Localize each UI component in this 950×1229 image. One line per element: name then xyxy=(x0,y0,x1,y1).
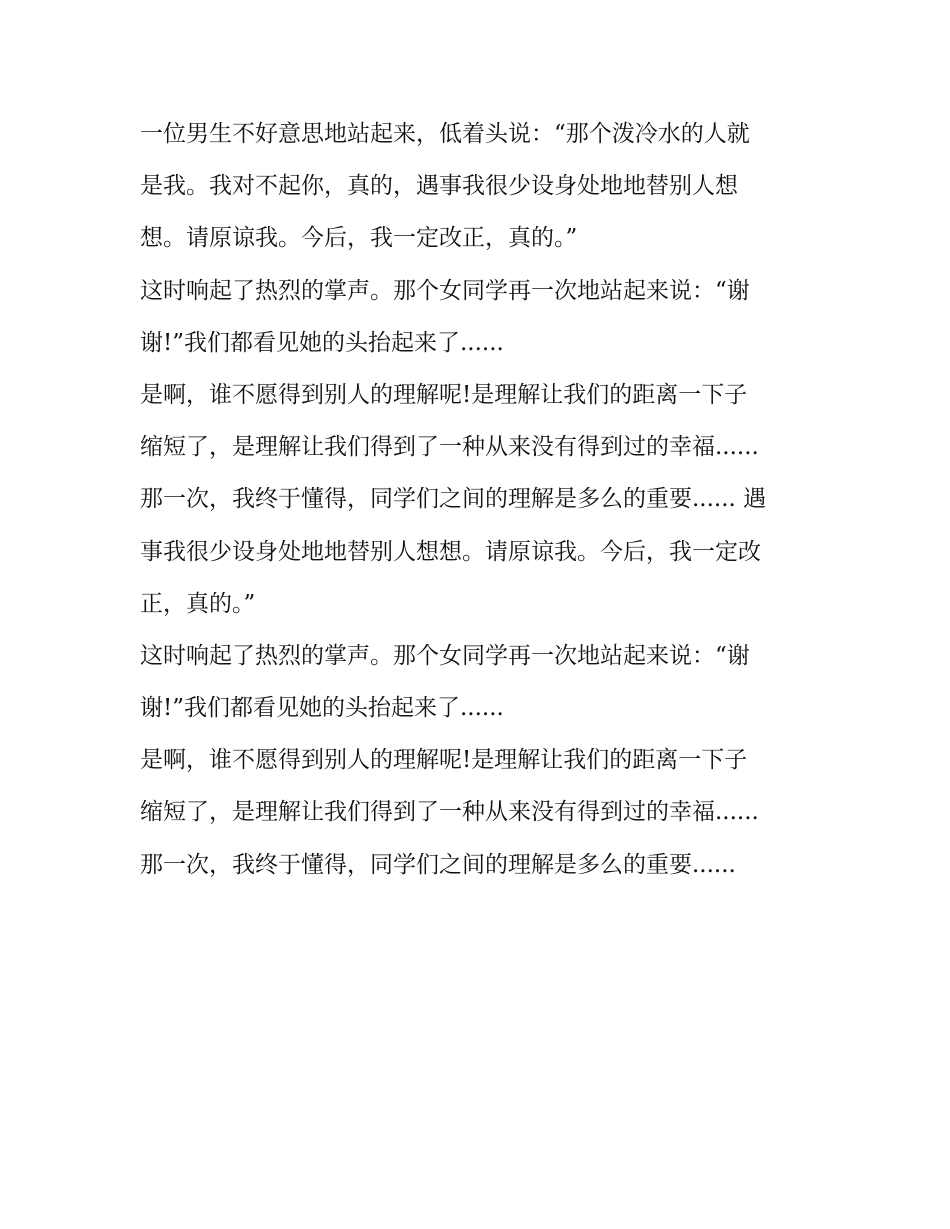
text-line: 谢!”我们都看见她的头抬起来了...... xyxy=(140,695,504,722)
text-line: 是啊，谁不愿得到别人的理解呢!是理解让我们的距离一下子 xyxy=(140,747,748,774)
text-line: 是啊，谁不愿得到别人的理解呢!是理解让我们的距离一下子 xyxy=(140,381,748,408)
body-text xyxy=(140,108,815,891)
text-line: 那一次，我终于懂得，同学们之间的理解是多么的重要...... 遇 xyxy=(140,486,767,513)
text-line: 谢!”我们都看见她的头抬起来了...... xyxy=(140,329,504,356)
text-line: 缩短了，是理解让我们得到了一种从来没有得到过的幸福...... xyxy=(140,434,759,461)
text-line: 想。请原谅我。今后，我一定改正，真的。” xyxy=(140,225,578,252)
text-line: 那一次，我终于懂得，同学们之间的理解是多么的重要...... xyxy=(140,851,736,878)
text-line: 是我。我对不起你，真的，遇事我很少设身处地地替别人想 xyxy=(140,173,738,200)
text-line: 正，真的。” xyxy=(140,590,256,617)
text-line: 缩短了，是理解让我们得到了一种从来没有得到过的幸福...... xyxy=(140,799,759,826)
text-line: 事我很少设身处地地替别人想想。请原谅我。今后，我一定改 xyxy=(140,538,761,565)
text-line: 这时响起了热烈的掌声。那个女同学再一次地站起来说：“谢 xyxy=(140,277,750,304)
text-line: 这时响起了热烈的掌声。那个女同学再一次地站起来说：“谢 xyxy=(140,642,750,669)
text-line: 一位男生不好意思地站起来，低着头说：“那个泼冷水的人就 xyxy=(140,121,750,147)
